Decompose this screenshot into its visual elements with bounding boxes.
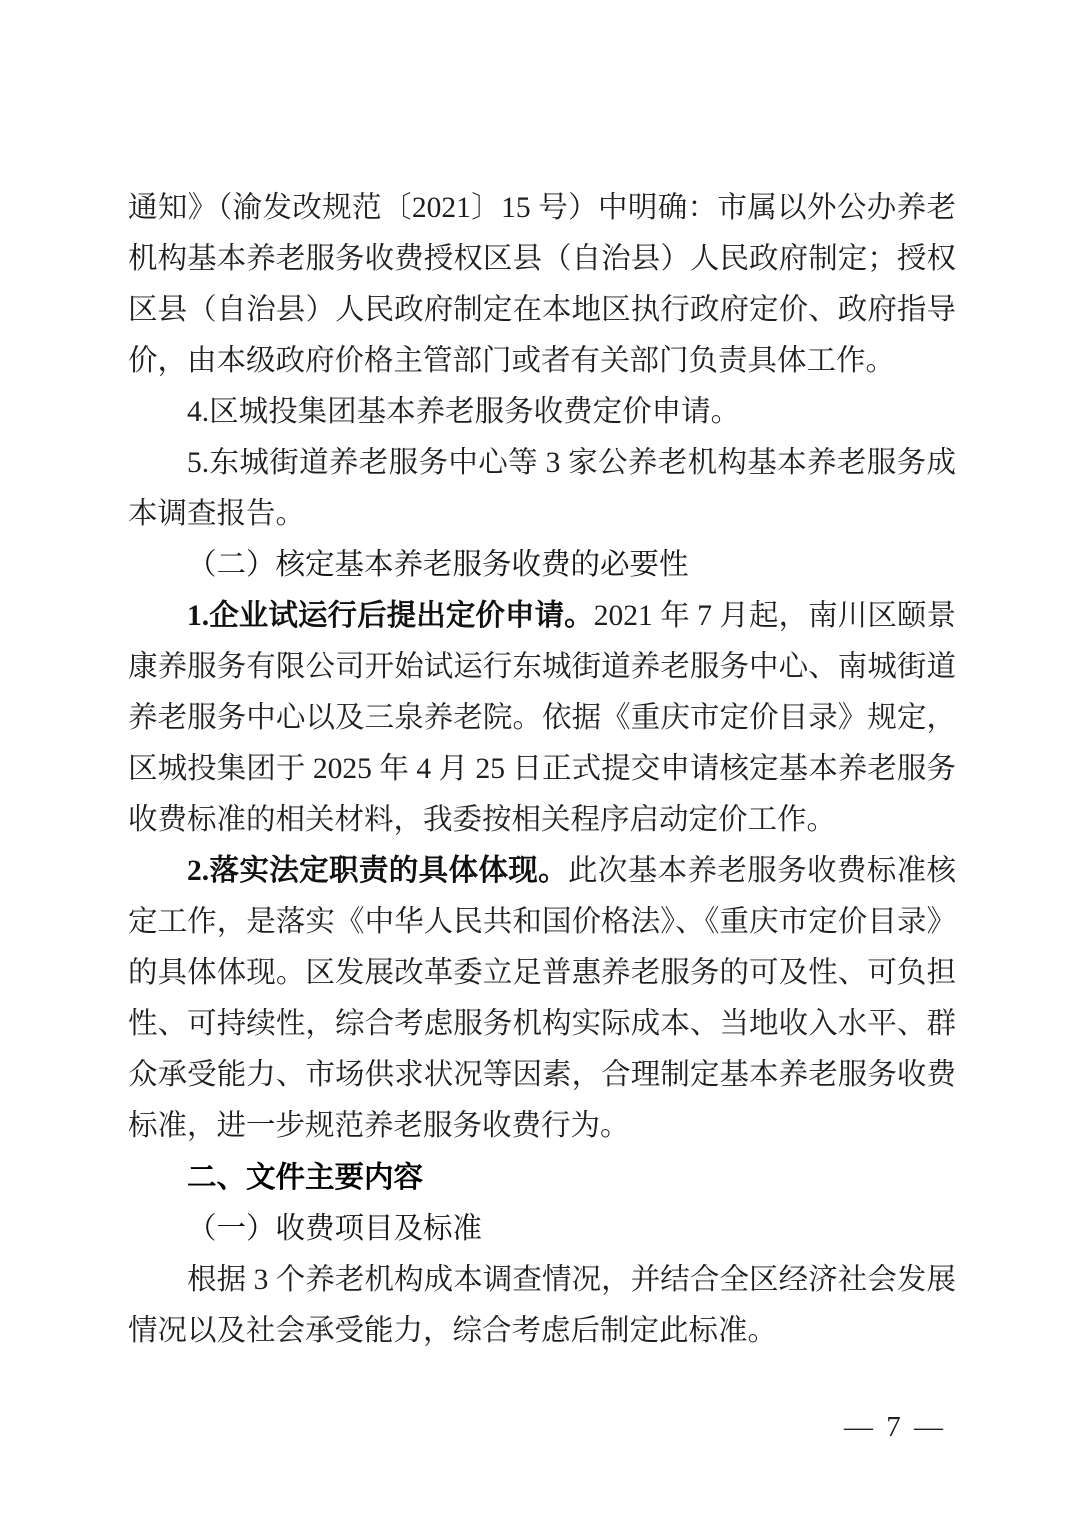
list-item-5 bbox=[128, 438, 956, 540]
bold-lead-text: 1.企业试运行后提出定价申请。 bbox=[187, 600, 594, 632]
text-segment: 2021 年 7 月起，南川区颐景康养服务有限公司开始试运行东城街道养老服务中心、南城街道养老服务中心以及三泉养老院。依据《重庆市定价目录》规定，区城投集团于 2025 年 4 月 25 日正式提交申请核定基本养老服务收费标准的相关材料，我委按相关程序启动定价工作。 bbox=[128, 600, 956, 836]
section-heading-main-content bbox=[128, 1152, 956, 1204]
text-segment: 此次基本养老服务收费标准核定工作，是落实《中华人民共和国价格法》、《重庆市定价目录》的具体体现。区发展改革委立足普惠养老服务的可及性、可负担性、可持续性，综合考虑服务机构实际成本、当地收入水平、群众承受能力、市场供求状况等因素，合理制定基本养老服务收费标准，进一步规范养老服务收费行为。 bbox=[128, 855, 956, 1142]
section-heading-necessity bbox=[128, 540, 956, 591]
section-heading-fee-items bbox=[128, 1204, 956, 1255]
paragraph-continuation bbox=[128, 183, 956, 387]
list-item-4 bbox=[128, 387, 956, 438]
section-heading-text: 二、文件主要内容 bbox=[187, 1161, 424, 1194]
text-segment: 5.东城街道养老服务中心等 3 家公养老机构基本养老服务成本调查报告。 bbox=[128, 447, 956, 530]
document-body bbox=[128, 183, 956, 1357]
text-segment: 4.区城投集团基本养老服务收费定价申请。 bbox=[187, 396, 741, 428]
section-heading-text: （一）收费项目及标准 bbox=[187, 1213, 483, 1245]
page-number: — 7 — bbox=[844, 1411, 946, 1443]
paragraph-standard-basis bbox=[128, 1255, 956, 1357]
bold-lead-text: 2.落实法定职责的具体体现。 bbox=[187, 855, 568, 887]
section-heading-text: （二）核定基本养老服务收费的必要性 bbox=[187, 549, 689, 581]
text-segment: 根据 3 个养老机构成本调查情况，并结合全区经济社会发展情况以及社会承受能力，综合考虑后制定此标准。 bbox=[128, 1264, 956, 1347]
paragraph-legal-duty bbox=[128, 846, 956, 1152]
paragraph-pricing-application bbox=[128, 591, 956, 846]
text-segment: 通知》（渝发改规范〔2021〕15 号）中明确：市属以外公办养老机构基本养老服务收费授权区县（自治县）人民政府制定；授权区县（自治县）人民政府制定在本地区执行政府定价、政府指导价，由本级政府价格主管部门或者有关部门负责具体工作。 bbox=[128, 192, 956, 377]
